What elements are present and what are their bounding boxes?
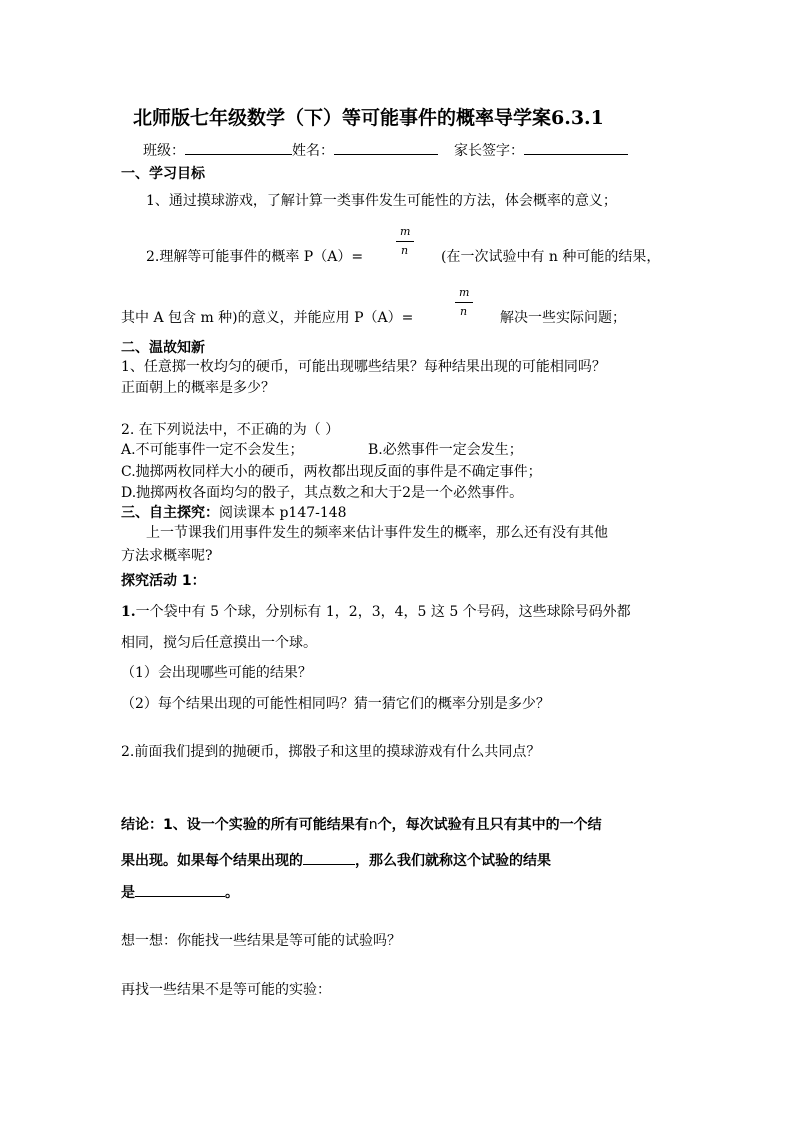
name-label: 姓名： xyxy=(292,143,334,159)
conclusion-text-3: 果出现。如果每个结果出现的 xyxy=(121,853,303,869)
conclusion-n: n xyxy=(368,817,378,833)
parent-signature-field[interactable] xyxy=(524,140,628,155)
conclusion-text-5: 是 xyxy=(121,885,135,901)
goal-2-line2-end: 解决一些实际问题； xyxy=(500,310,626,326)
problem1-q1: （1）会出现哪些可能的结果？ xyxy=(121,665,312,681)
intro-line1: 上一节课我们用事件发生的频率来估计事件发生的概率，那么还有没有其他 xyxy=(146,525,608,541)
conclusion-line3 xyxy=(121,882,239,902)
problem1-text: 一个袋中有 5 个球，分别标有 1，2，3，4，5 这 5 个号码，这些球除号码外都 xyxy=(135,604,631,620)
name-field[interactable] xyxy=(334,140,438,155)
class-field[interactable] xyxy=(185,140,292,155)
intro-line2: 方法求概率呢? xyxy=(121,548,213,564)
review-q2: 2. 在下列说法中，不正确的为（ ） xyxy=(121,422,340,438)
blank-equally[interactable] xyxy=(303,850,355,865)
section2-heading: 二、温故知新 xyxy=(121,340,205,356)
problem1-line1 xyxy=(121,603,631,621)
class-label: 班级： xyxy=(143,143,185,159)
student-info-row xyxy=(143,140,628,160)
option-c: C.抛掷两枚同样大小的硬币，两枚都出现反面的事件是不确定事件； xyxy=(121,464,542,480)
fraction-numerator: m xyxy=(400,225,411,238)
conclusion-line2 xyxy=(121,850,551,870)
conclusion-text-1: 结论：1、设一个实验的所有可能结果有 xyxy=(121,817,369,833)
problem2: 2.前面我们提到的抛硬币，掷骰子和这里的摸球游戏有什么共同点？ xyxy=(121,744,541,760)
conclusion-text-2: 个，每次试验有且只有其中的一个结 xyxy=(377,817,602,833)
parent-signature-label: 家长签字： xyxy=(454,143,524,159)
activity-heading: 探究活动 1： xyxy=(121,573,206,589)
fraction-bar xyxy=(455,302,473,303)
blank-result[interactable] xyxy=(135,882,225,897)
problem1-q2: （2）每个结果出现的可能性相同吗？猜一猜它们的概率分别是多少？ xyxy=(121,696,550,712)
section1-heading: 一、学习目标 xyxy=(121,166,205,182)
fraction-numerator: m xyxy=(459,286,470,299)
conclusion-text-4: ，那么我们就称这个试验的结果 xyxy=(355,853,551,869)
fraction-bar xyxy=(396,241,414,242)
page-title: 北师版七年级数学（下）等可能事件的概率导学案6.3.1 xyxy=(133,107,604,129)
review-q1-line1: 1、任意掷一枚均匀的硬币，可能出现哪些结果？每种结果出现的可能相同吗？ xyxy=(121,359,606,375)
section3-reading: 阅读课本 p147-148 xyxy=(219,505,347,521)
goal-2-line2-start: 其中 A 包含 m 种)的意义，并能应用 P（A）= xyxy=(121,310,414,326)
section3-heading xyxy=(121,504,347,522)
again-prompt: 再找一些结果不是等可能的实验： xyxy=(121,982,331,998)
goal-1: 1、通过摸球游戏，了解计算一类事件发生可能性的方法，体会概率的意义； xyxy=(146,193,617,209)
fraction-denominator: n xyxy=(401,244,409,257)
option-b: B.必然事件一定会发生； xyxy=(368,442,523,458)
goal-2-line1-start: 2.理解等可能事件的概率 P（A）= xyxy=(146,249,364,265)
goal-2-line1-end: (在一次试验中有 n 种可能的结果， xyxy=(441,249,661,265)
section3-title: 三、自主探究： xyxy=(121,505,219,521)
option-a: A.不可能事件一定不会发生； xyxy=(121,442,304,458)
problem1-line2: 相同，搅匀后任意摸出一个球。 xyxy=(121,635,317,651)
conclusion-text-6: 。 xyxy=(225,885,239,901)
conclusion-line1 xyxy=(121,816,602,834)
fraction-denominator: n xyxy=(460,305,468,318)
think-prompt: 想一想：你能找一些结果是等可能的试验吗？ xyxy=(121,933,401,949)
review-q1-line2: 正面朝上的概率是多少？ xyxy=(121,380,275,396)
option-d: D.抛掷两枚各面均匀的骰子，其点数之和大于2是一个必然事件。 xyxy=(121,485,524,501)
problem1-number: 1. xyxy=(121,604,136,620)
